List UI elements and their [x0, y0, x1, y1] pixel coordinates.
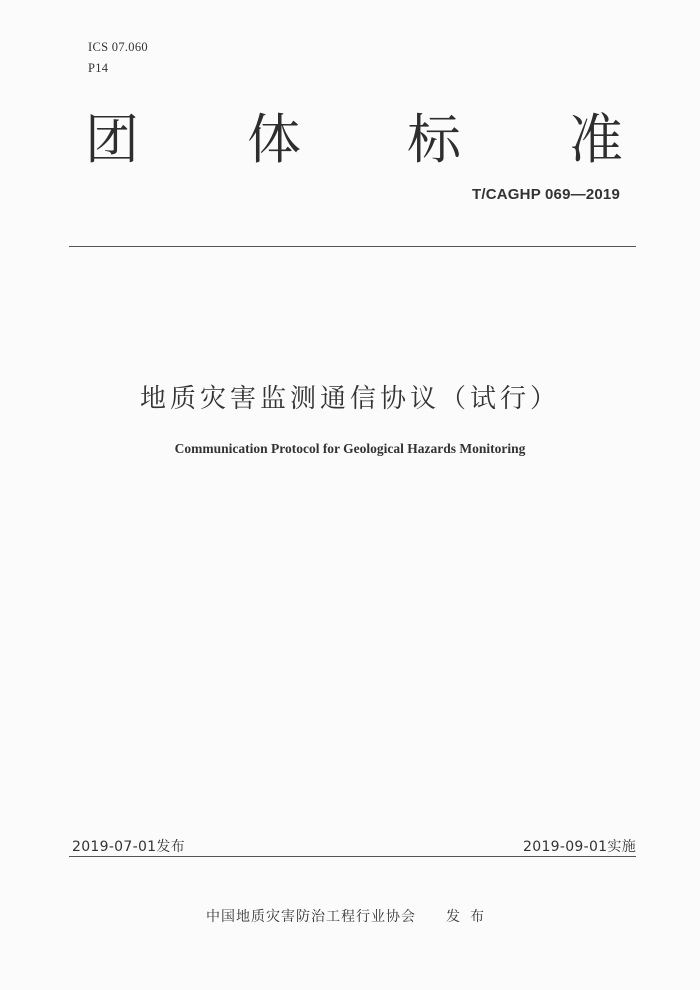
standard-type-char-1: 团 — [85, 108, 139, 171]
english-title: Communication Protocol for Geological Hazards Monitoring — [174, 441, 526, 456]
standard-type-char-3: 标 — [407, 108, 461, 171]
chinese-title: 地质灾害监测通信协议（试行） — [139, 384, 560, 414]
publisher-action: 发布 — [446, 909, 494, 925]
publish-date: 2019-07-01发布 — [72, 839, 185, 855]
publisher-organization: 中国地质灾害防治工程行业协会 — [206, 909, 416, 925]
implementation-date: 2019-09-01实施 — [523, 839, 636, 855]
bottom-divider — [69, 856, 636, 857]
top-divider — [69, 246, 636, 247]
ics-code: ICS 07.060 — [88, 40, 148, 54]
standard-type-heading — [85, 108, 625, 172]
publisher-line — [0, 906, 700, 926]
standard-type-char-4: 准 — [569, 108, 623, 171]
standard-type-char-2: 体 — [247, 108, 301, 171]
standard-code: T/CAGHP 069—2019 — [472, 186, 620, 203]
ccs-code: P14 — [88, 61, 109, 75]
